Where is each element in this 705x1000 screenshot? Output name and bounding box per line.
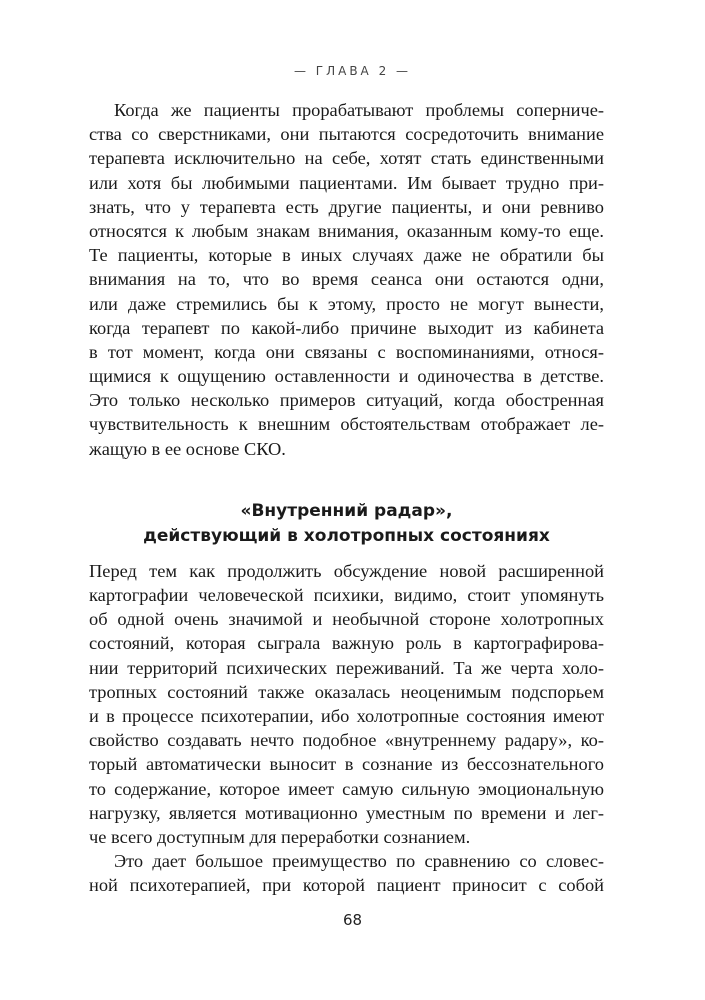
text-line: знать, что у терапевта есть другие пациенты, и они ревниво — [89, 196, 604, 217]
text-line: когда терапевт по какой-либо причине выходит из кабинета — [89, 317, 604, 338]
page-number: 68 — [342, 911, 363, 929]
text-line: свойство создавать нечто подобное «внутреннему радару», ко- — [89, 730, 604, 751]
text-line: торый автоматически выносит в сознание из бессознательного — [89, 754, 604, 775]
text-line: относятся к любым знакам внимания, оказанным кому-то еще. — [89, 220, 604, 241]
heading-line: действующий в холотропных состояниях — [143, 525, 550, 546]
text-line: в тот момент, когда они связаны с воспоминаниями, относя- — [89, 341, 604, 362]
text-line: жащую в ее основе СКО. — [89, 438, 286, 459]
page-body — [89, 98, 604, 897]
text-line: щимися к ощущению оставленности и одиночества в детстве. — [89, 366, 604, 387]
paragraph-inner-radar — [89, 559, 604, 849]
text-line: ной психотерапией, при которой пациент приносит с собой — [89, 875, 604, 896]
text-line: ства со сверстниками, они пытаются сосредоточить внимание — [89, 124, 604, 145]
text-line: Это только несколько примеров ситуаций, когда обостренная — [89, 390, 604, 411]
text-line: или даже стремились бы к этому, просто не могут вынести, — [89, 293, 604, 314]
text-line: внимания на то, что во время сеанса они остаются одни, — [89, 269, 604, 290]
heading-line: «Внутренний радар», — [240, 500, 453, 521]
text-line: терапевта исключительно на себе, хотят стать единственными — [89, 148, 604, 169]
text-line: картографии человеческой психики, видимо, стоит упомянуть — [89, 585, 604, 605]
text-line: чувствительность к внешним обстоятельствам отображает ле- — [89, 414, 604, 435]
section-heading — [89, 499, 604, 549]
text-line: состояний, которая сыграла важную роль в картографирова- — [89, 633, 604, 654]
text-line: и в процессе психотерапии, ибо холотропные состояния имеют — [89, 705, 604, 726]
paragraph-rivalry — [89, 98, 604, 461]
running-header: — ГЛАВА 2 — — [293, 64, 412, 78]
text-line: Когда же пациенты прорабатывают проблемы соперниче- — [114, 100, 604, 120]
text-line: че всего доступным для переработки сознанием. — [89, 826, 471, 847]
text-line: Перед тем как продолжить обсуждение новой расширенной — [89, 560, 604, 581]
text-line: тропных состояний также оказалась неоценимым подспорьем — [89, 681, 604, 702]
text-line: нагрузку, является мотивационно уместным по времени и лег- — [89, 802, 604, 823]
text-line: или хотя бы любимыми пациентами. Им бывает трудно при- — [89, 172, 604, 193]
text-line: Это дает большое преимущество по сравнению со словес- — [114, 851, 604, 872]
paragraph-verbal-therapy — [89, 849, 604, 897]
text-line: Те пациенты, которые в иных случаях даже не обратили бы — [89, 245, 604, 266]
text-line: то содержание, которое имеет самую сильную эмоциональную — [89, 778, 604, 799]
text-line: об одной очень значимой и необычной стороне холотропных — [89, 609, 604, 630]
text-line: нии территорий психических переживаний. Та же черта холо- — [89, 657, 604, 678]
